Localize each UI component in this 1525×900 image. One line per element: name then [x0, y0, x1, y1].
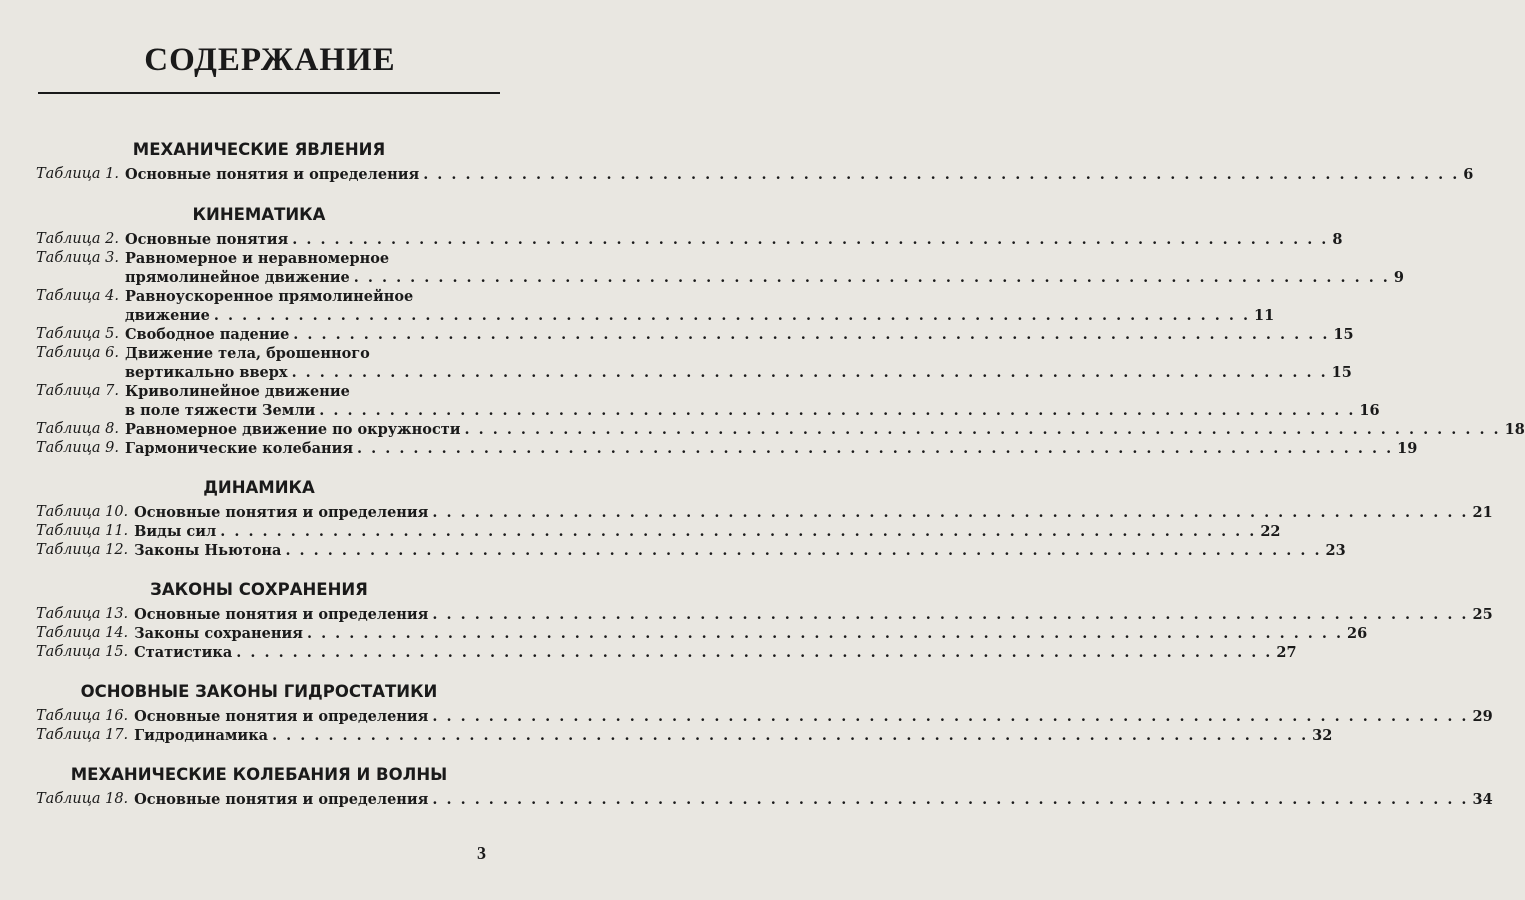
- entry-page-number: 9: [1393, 269, 1404, 286]
- table-label: Таблица 8.: [36, 421, 119, 437]
- entry-line: [125, 325, 1354, 344]
- entry-text: Основные понятия и определения: [134, 606, 429, 623]
- toc-entry[interactable]: [36, 605, 1493, 624]
- entry-title: [125, 325, 1354, 344]
- entry-text: Свободное падение: [124, 326, 290, 343]
- entry-line: [125, 363, 1352, 382]
- entry-title: [125, 439, 1417, 458]
- table-label: Таблица 18.: [36, 791, 129, 807]
- toc-section: [36, 682, 1493, 745]
- dot-leader: [432, 605, 1468, 624]
- entry-text: Основные понятия: [124, 231, 289, 248]
- table-label: Таблица 1.: [36, 166, 119, 182]
- dot-leader: [292, 230, 1328, 249]
- table-label: Таблица 6.: [36, 345, 119, 361]
- section-heading: МЕХАНИЧЕСКИЕ КОЛЕБАНИЯ И ВОЛНЫ: [70, 765, 448, 784]
- entry-page-number: 26: [1347, 625, 1368, 642]
- entry-line: [125, 306, 1274, 325]
- entry-line: [125, 401, 1380, 420]
- entry-title: [125, 420, 1525, 439]
- table-label: Таблица 10.: [36, 504, 129, 520]
- toc-entry[interactable]: [36, 165, 1474, 184]
- entry-text: Статистика: [134, 644, 233, 661]
- toc-entry[interactable]: [36, 503, 1493, 522]
- entry-page-number: 21: [1472, 504, 1493, 521]
- toc-section: [36, 140, 1474, 184]
- entry-line: [134, 643, 1296, 662]
- entry-title: [134, 790, 1493, 809]
- entry-line: [125, 165, 1473, 184]
- entry-text: Гармонические колебания: [124, 440, 354, 457]
- entry-page-number: 27: [1276, 644, 1297, 661]
- dot-leader: [319, 401, 1355, 420]
- entry-line: [134, 726, 1332, 745]
- entry-line: [134, 503, 1493, 522]
- entry-title: [134, 624, 1367, 643]
- entry-title: [134, 605, 1493, 624]
- section-heading: МЕХАНИЧЕСКИЕ ЯВЛЕНИЯ: [132, 140, 386, 159]
- entry-title: [125, 287, 1274, 325]
- entry-text: Движение тела, брошенного: [124, 345, 370, 362]
- entry-line: [125, 420, 1525, 439]
- entry-page-number: 15: [1331, 364, 1352, 381]
- entry-text: Криволинейное движение: [124, 383, 350, 400]
- entry-text: Законы сохранения: [134, 625, 303, 642]
- title-underline: [38, 92, 500, 94]
- entry-page-number: 18: [1504, 421, 1525, 438]
- toc-entry[interactable]: [36, 726, 1333, 745]
- section-heading: ЗАКОНЫ СОХРАНЕНИЯ: [150, 580, 368, 599]
- entry-line: [134, 790, 1493, 809]
- entry-line: [134, 707, 1493, 726]
- toc-entry[interactable]: [36, 230, 1343, 249]
- entry-line: [125, 382, 1380, 401]
- toc-entry[interactable]: [36, 287, 1275, 325]
- dot-leader: [220, 522, 1256, 541]
- dot-leader: [236, 643, 1272, 662]
- dot-leader: [293, 325, 1329, 344]
- entry-title: [125, 382, 1380, 420]
- entry-text: Основные понятия и определения: [134, 708, 429, 725]
- entry-text: Виды сил: [134, 523, 217, 540]
- table-label: Таблица 4.: [36, 288, 119, 304]
- dot-leader: [307, 624, 1343, 643]
- entry-line: [134, 605, 1493, 624]
- entry-title: [134, 503, 1493, 522]
- table-label: Таблица 13.: [36, 606, 129, 622]
- toc-section: [36, 478, 1493, 560]
- toc-entry[interactable]: [36, 420, 1525, 439]
- entry-line: [134, 541, 1346, 560]
- entry-page-number: 15: [1333, 326, 1354, 343]
- toc-entry[interactable]: [36, 249, 1404, 287]
- dot-leader: [432, 790, 1468, 809]
- dot-leader: [292, 363, 1328, 382]
- table-label: Таблица 12.: [36, 542, 129, 558]
- entry-text: Законы Ньютона: [134, 542, 282, 559]
- entry-title: [125, 230, 1342, 249]
- toc-entry[interactable]: [36, 624, 1368, 643]
- table-label: Таблица 14.: [36, 625, 129, 641]
- toc-section: [36, 765, 1493, 809]
- entry-text: в поле тяжести Земли: [124, 402, 316, 419]
- entry-text: Основные понятия и определения: [134, 504, 429, 521]
- entry-title: [134, 643, 1296, 662]
- entry-title: [134, 707, 1493, 726]
- entry-page-number: 16: [1359, 402, 1380, 419]
- entry-page-number: 32: [1312, 727, 1333, 744]
- entry-page-number: 29: [1472, 708, 1493, 725]
- entry-line: [125, 230, 1342, 249]
- table-label: Таблица 7.: [36, 383, 119, 399]
- page-title: СОДЕРЖАНИЕ: [144, 42, 396, 78]
- dot-leader: [465, 420, 1501, 439]
- entry-title: [125, 344, 1352, 382]
- table-label: Таблица 2.: [36, 231, 119, 247]
- entry-text: Основные понятия и определения: [134, 791, 429, 808]
- dot-leader: [272, 726, 1308, 745]
- entry-title: [134, 541, 1346, 560]
- entry-title: [134, 522, 1280, 541]
- toc-entry[interactable]: [36, 707, 1493, 726]
- entry-page-number: 19: [1397, 440, 1418, 457]
- dot-leader: [354, 268, 1390, 287]
- entry-line: [125, 287, 1274, 306]
- table-label: Таблица 5.: [36, 326, 119, 342]
- entry-text: прямолинейное движение: [124, 269, 350, 286]
- entry-text: движение: [124, 307, 210, 324]
- toc-entry[interactable]: [36, 382, 1380, 420]
- toc-entry[interactable]: [36, 439, 1418, 458]
- toc-entry[interactable]: [36, 522, 1281, 541]
- entry-title: [125, 165, 1473, 184]
- section-heading: КИНЕМАТИКА: [192, 205, 326, 224]
- entry-text: Основные понятия и определения: [124, 166, 420, 183]
- entry-text: Равномерное движение по окружности: [124, 421, 461, 438]
- toc-section: [36, 580, 1493, 662]
- toc-entry[interactable]: [36, 790, 1493, 809]
- entry-page-number: 11: [1254, 307, 1275, 324]
- section-heading: ДИНАМИКА: [203, 478, 315, 497]
- dot-leader: [432, 503, 1468, 522]
- table-label: Таблица 11.: [36, 523, 129, 539]
- dot-leader: [423, 165, 1459, 184]
- toc-entry[interactable]: [36, 643, 1297, 662]
- entry-text: Равноускоренное прямолинейное: [124, 288, 414, 305]
- table-label: Таблица 15.: [36, 644, 129, 660]
- entry-text: Равномерное и неравномерное: [124, 250, 390, 267]
- entry-line: [125, 439, 1417, 458]
- entry-page-number: 8: [1332, 231, 1343, 248]
- entry-page-number: 22: [1260, 523, 1281, 540]
- page-number: 3: [477, 843, 486, 863]
- dot-leader: [285, 541, 1321, 560]
- entry-text: Гидродинамика: [134, 727, 269, 744]
- table-label: Таблица 17.: [36, 727, 129, 743]
- entry-line: [125, 268, 1404, 287]
- table-label: Таблица 3.: [36, 250, 119, 266]
- table-label: Таблица 9.: [36, 440, 119, 456]
- entry-title: [125, 249, 1404, 287]
- entry-text: вертикально вверх: [124, 364, 288, 381]
- entry-page-number: 34: [1472, 791, 1493, 808]
- dot-leader: [357, 439, 1393, 458]
- toc-entry[interactable]: [36, 541, 1346, 560]
- toc-entry[interactable]: [36, 325, 1354, 344]
- entry-page-number: 23: [1325, 542, 1346, 559]
- entry-page-number: 6: [1463, 166, 1474, 183]
- entry-line: [125, 344, 1352, 363]
- toc-section: [36, 205, 1525, 458]
- entry-title: [134, 726, 1332, 745]
- section-heading: ОСНОВНЫЕ ЗАКОНЫ ГИДРОСТАТИКИ: [80, 682, 438, 701]
- table-label: Таблица 16.: [36, 708, 129, 724]
- dot-leader: [214, 306, 1250, 325]
- entry-line: [125, 249, 1404, 268]
- toc-entry[interactable]: [36, 344, 1352, 382]
- entry-line: [134, 522, 1280, 541]
- entry-page-number: 25: [1472, 606, 1493, 623]
- entry-line: [134, 624, 1367, 643]
- dot-leader: [432, 707, 1468, 726]
